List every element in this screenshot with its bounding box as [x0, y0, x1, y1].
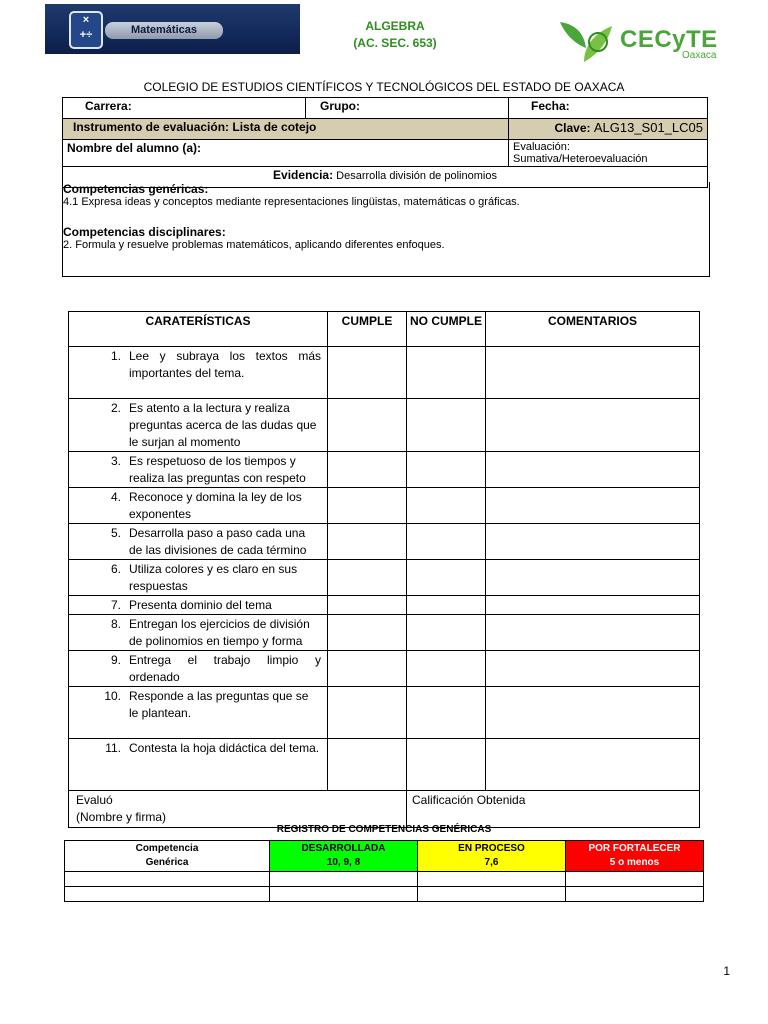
subject-line1: ALGEBRA: [365, 19, 425, 33]
not-complies-cell[interactable]: [407, 560, 486, 596]
generic-competencies-title: Competencias genéricas:: [63, 182, 209, 196]
in-process-range: 7,6: [484, 857, 499, 868]
in-process-label: EN PROCESO: [458, 843, 525, 854]
not-complies-cell[interactable]: [407, 524, 486, 560]
register-cell[interactable]: [270, 872, 418, 887]
register-cell[interactable]: [65, 887, 270, 902]
in-process-header: [418, 841, 566, 872]
evaluator-sublabel: (Nombre y firma): [76, 810, 167, 824]
item-text: Desarrolla paso a paso cada una de las divisiones de cada término: [129, 526, 307, 557]
checklist-row: [69, 347, 700, 399]
complies-cell[interactable]: [328, 347, 407, 399]
item-text: Presenta dominio del tema: [129, 598, 272, 612]
item-number: 10.: [104, 689, 121, 703]
competencies-box: [62, 182, 710, 277]
register-cell[interactable]: [418, 872, 566, 887]
checklist-row: [69, 399, 700, 452]
checklist-row: [69, 651, 700, 687]
checklist-row: [69, 524, 700, 560]
header-comments: COMENTARIOS: [486, 312, 700, 347]
item-number: 4.: [110, 490, 121, 504]
disciplinary-competencies-title: Competencias disciplinares:: [63, 225, 226, 239]
checklist-row: [69, 452, 700, 488]
checklist-table: [68, 311, 700, 828]
key-label: Clave:: [554, 121, 591, 135]
not-complies-cell[interactable]: [407, 651, 486, 687]
comments-cell[interactable]: [486, 615, 700, 651]
complies-cell[interactable]: [328, 488, 407, 524]
not-complies-cell[interactable]: [407, 615, 486, 651]
generic-competency-line2: Genérica: [145, 857, 189, 868]
register-cell[interactable]: [566, 872, 704, 887]
checklist-row: [69, 488, 700, 524]
comments-cell[interactable]: [486, 560, 700, 596]
cecyte-logo: [554, 18, 724, 66]
register-cell[interactable]: [65, 872, 270, 887]
strengthen-label: POR FORTALECER: [588, 843, 681, 854]
not-complies-cell[interactable]: [407, 347, 486, 399]
register-cell[interactable]: [566, 887, 704, 902]
register-cell[interactable]: [418, 887, 566, 902]
not-complies-cell[interactable]: [407, 739, 486, 791]
not-complies-cell[interactable]: [407, 452, 486, 488]
register-table: [64, 840, 704, 902]
generic-competency-line1: Competencia: [135, 843, 199, 854]
grade-field[interactable]: Calificación Obtenida: [407, 791, 700, 828]
evidence-value: Desarrolla división de polinomios: [336, 170, 497, 182]
item-number: 1.: [110, 349, 121, 363]
evaluator-label: Evaluó: [76, 793, 113, 807]
developed-label: DESARROLLADA: [301, 843, 386, 854]
comments-cell[interactable]: [486, 596, 700, 615]
complies-cell[interactable]: [328, 399, 407, 452]
comments-cell[interactable]: [486, 651, 700, 687]
evidence-label: Evidencia:: [273, 168, 334, 182]
not-complies-cell[interactable]: [407, 596, 486, 615]
register-cell[interactable]: [270, 887, 418, 902]
generic-competencies-text: 4.1 Expresa ideas y conceptos mediante representaciones lingüistas, matemáticas o gráficas.: [63, 196, 520, 208]
subject-title: [330, 18, 460, 52]
checklist-row: [69, 739, 700, 791]
header-characteristics: CARATERÍSTICAS: [69, 312, 328, 347]
developed-header: [270, 841, 418, 872]
leaf-logo-icon: [554, 18, 620, 66]
strengthen-range: 5 o menos: [609, 857, 660, 868]
item-number: 2.: [110, 401, 121, 415]
item-text: Utiliza colores y es claro en sus respuestas: [129, 562, 298, 593]
complies-cell[interactable]: [328, 651, 407, 687]
comments-cell[interactable]: [486, 524, 700, 560]
item-number: 3.: [110, 454, 121, 468]
item-text: Lee y subraya los textos más importantes del tema.: [129, 349, 321, 380]
item-number: 7.: [110, 598, 121, 612]
career-field[interactable]: Carrera:: [63, 98, 306, 119]
comments-cell[interactable]: [486, 739, 700, 791]
complies-cell[interactable]: [328, 596, 407, 615]
header-not-complies: NO CUMPLE: [407, 312, 486, 347]
item-text: Entrega el trabajo limpio y ordenado: [129, 653, 321, 684]
school-name: COLEGIO DE ESTUDIOS CIENTÍFICOS Y TECNOLÓGICOS DEL ESTADO DE OAXACA: [143, 80, 625, 94]
item-text: Contesta la hoja didáctica del tema.: [129, 741, 320, 755]
item-number: 9.: [110, 653, 121, 667]
item-text: Entregan los ejercicios de división de polinomios en tiempo y forma: [129, 617, 310, 648]
not-complies-cell[interactable]: [407, 687, 486, 739]
developed-range: 10, 9, 8: [326, 857, 361, 868]
group-field[interactable]: Grupo:: [306, 98, 509, 119]
comments-cell[interactable]: [486, 687, 700, 739]
complies-cell[interactable]: [328, 615, 407, 651]
key-cell: [509, 119, 708, 140]
item-number: 8.: [110, 617, 121, 631]
checklist-row: [69, 687, 700, 739]
complies-cell[interactable]: [328, 452, 407, 488]
item-text: Responde a las preguntas que se le plantean.: [129, 689, 309, 720]
checklist-row: [69, 596, 700, 615]
comments-cell[interactable]: [486, 488, 700, 524]
key-value: ALG13_S01_LC05: [593, 120, 703, 135]
not-complies-cell[interactable]: [407, 488, 486, 524]
complies-cell[interactable]: [328, 739, 407, 791]
header-complies: CUMPLE: [328, 312, 407, 347]
not-complies-cell[interactable]: [407, 399, 486, 452]
logo-text: CECyTE: [620, 26, 718, 53]
logo-state: Oaxaca: [682, 50, 717, 61]
subject-banner: [45, 4, 300, 54]
register-title: REGISTRO DE COMPETENCIAS GENÉRICAS: [276, 824, 492, 835]
generic-competency-header: [65, 841, 270, 872]
item-text: Es atento a la lectura y realiza preguntas acerca de las dudas que le surjan al momento: [129, 401, 317, 449]
comments-cell[interactable]: [486, 347, 700, 399]
subject-line2: (AC. SEC. 653): [353, 36, 437, 50]
item-number: 6.: [110, 562, 121, 576]
page-number: 1: [723, 964, 730, 978]
item-text: Reconoce y domina la ley de los exponentes: [129, 490, 302, 521]
register-row: [65, 872, 704, 887]
math-operators-icon: × +÷: [69, 11, 103, 49]
instrument-label: Instrumento de evaluación: Lista de cotejo: [63, 119, 509, 140]
item-text: Es respetuoso de los tiempos y realiza las preguntas con respeto: [129, 454, 306, 485]
checklist-row: [69, 560, 700, 596]
checklist-row: [69, 615, 700, 651]
strengthen-header: [566, 841, 704, 872]
complies-cell[interactable]: [328, 524, 407, 560]
evaluation-type: Evaluación: Sumativa/Heteroevaluación: [509, 140, 708, 167]
comments-cell[interactable]: [486, 452, 700, 488]
student-name-field[interactable]: Nombre del alumno (a):: [63, 140, 509, 167]
item-number: 11.: [105, 741, 121, 755]
item-number: 5.: [110, 526, 121, 540]
info-table: [62, 97, 708, 188]
evaluator-signature-field[interactable]: [69, 791, 407, 828]
disciplinary-competencies-text: 2. Formula y resuelve problemas matemáticos, aplicando diferentes enfoques.: [63, 239, 445, 251]
complies-cell[interactable]: [328, 687, 407, 739]
comments-cell[interactable]: [486, 399, 700, 452]
register-row: [65, 887, 704, 902]
complies-cell[interactable]: [328, 560, 407, 596]
date-field[interactable]: Fecha:: [509, 98, 708, 119]
banner-label: Matemáticas: [105, 22, 223, 39]
